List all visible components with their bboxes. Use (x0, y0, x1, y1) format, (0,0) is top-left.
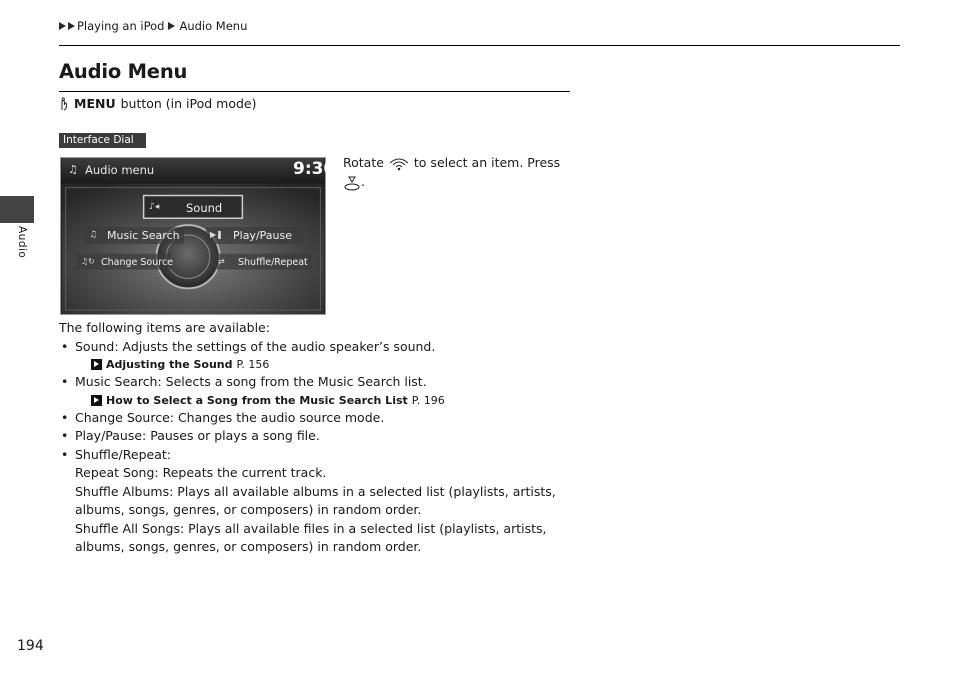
rotate-text-2: to select an item. Press (413, 155, 561, 170)
sub-term: Repeat Song (75, 465, 155, 480)
rotate-text-1: Rotate (343, 155, 384, 170)
change-source-icon: ♫↻ (81, 257, 95, 266)
menu-button-label: MENU (74, 96, 116, 111)
breadcrumb-item-playing-ipod[interactable]: Playing an iPod (77, 19, 165, 33)
screen-clock: 9:30 (293, 159, 336, 179)
rotate-text-3: . (361, 174, 365, 189)
xref-page[interactable]: P. 196 (411, 393, 445, 407)
cross-reference-icon (91, 395, 102, 406)
intro-text: The following items are available: (59, 320, 270, 335)
rotate-dial-icon (388, 156, 410, 172)
breadcrumb-arrow-icon (168, 22, 175, 30)
sub-desc: : Plays all available files in a selected list (playlists, artists, (179, 520, 547, 536)
item-desc: : (166, 446, 171, 462)
menu-button-desc: button (in iPod mode) (120, 96, 257, 111)
music-note-icon: ♫ (68, 163, 78, 176)
play-pause-icon: ▶❚ (210, 230, 223, 239)
item-term: Sound (75, 338, 115, 354)
xref-title[interactable]: How to Select a Song from the Music Search List (106, 393, 408, 407)
sub-term: Shuffle Albums (75, 483, 170, 499)
music-search-icon: ♫ (89, 230, 98, 240)
item-term: Play/Pause (75, 428, 143, 443)
item-desc: : Changes the audio source mode. (169, 409, 385, 425)
section-tab-marker (0, 196, 34, 223)
screen-item-change-source[interactable]: Change Source (101, 257, 174, 268)
sub-desc: : Repeats the current track. (154, 465, 327, 480)
breadcrumb-item-audio-menu[interactable]: Audio Menu (179, 19, 248, 33)
list-item (59, 373, 559, 392)
breadcrumb-arrow-icon (68, 22, 75, 30)
list-item (59, 338, 559, 357)
item-desc: : Pauses or plays a song file. (142, 428, 320, 443)
cross-reference[interactable] (59, 392, 559, 409)
screen-header-title: Audio menu (85, 163, 155, 177)
sub-desc: : Plays all available albums in a selected list (playlists, artists, (169, 483, 556, 499)
shuffle-repeat-icon: ⇄ (218, 257, 225, 266)
title-divider (59, 91, 570, 92)
sound-icon: ♪◂ (149, 202, 160, 212)
page-number: 194 (17, 638, 44, 654)
sub-item-continued: albums, songs, genres, or composers) in random order. (75, 539, 422, 554)
list-item (59, 446, 559, 465)
menu-instruction (59, 96, 257, 111)
screen-item-sound[interactable]: Sound (186, 201, 223, 215)
sub-item (59, 520, 559, 539)
header-divider (59, 45, 900, 46)
screen-item-play-pause[interactable]: Play/Pause (233, 229, 292, 242)
rotate-instruction (343, 153, 573, 192)
screen-item-shuffle-repeat[interactable]: Shuffle/Repeat (238, 257, 308, 268)
breadcrumb-arrow-icon (59, 22, 66, 30)
sub-item (59, 464, 559, 483)
cross-reference-icon (91, 359, 102, 370)
breadcrumb (59, 19, 247, 33)
sub-item (59, 483, 559, 502)
sub-term: Shuffle All Songs (75, 520, 180, 536)
item-desc: : Adjusts the settings of the audio speaker’s sound. (114, 338, 436, 354)
interface-dial-label: Interface Dial (59, 133, 146, 148)
page-title: Audio Menu (59, 60, 188, 83)
cross-reference[interactable] (59, 356, 559, 373)
item-desc: : Selects a song from the Music Search list. (157, 374, 427, 389)
item-term: Change Source (75, 409, 170, 425)
item-descriptions (59, 319, 559, 557)
press-dial-icon (343, 174, 361, 192)
section-tab-label: Audio (16, 226, 28, 259)
finger-press-icon (59, 97, 69, 111)
screen-item-music-search[interactable]: Music Search (107, 229, 180, 242)
list-item (59, 427, 559, 446)
item-term: Music Search (75, 374, 158, 389)
item-term: Shuffle/Repeat (75, 446, 167, 462)
list-item (59, 409, 559, 428)
audio-menu-screen (60, 157, 336, 315)
xref-title[interactable]: Adjusting the Sound (106, 358, 233, 371)
xref-page[interactable]: P. 156 (236, 358, 270, 371)
sub-item-continued: albums, songs, genres, or composers) in random order. (75, 502, 422, 517)
